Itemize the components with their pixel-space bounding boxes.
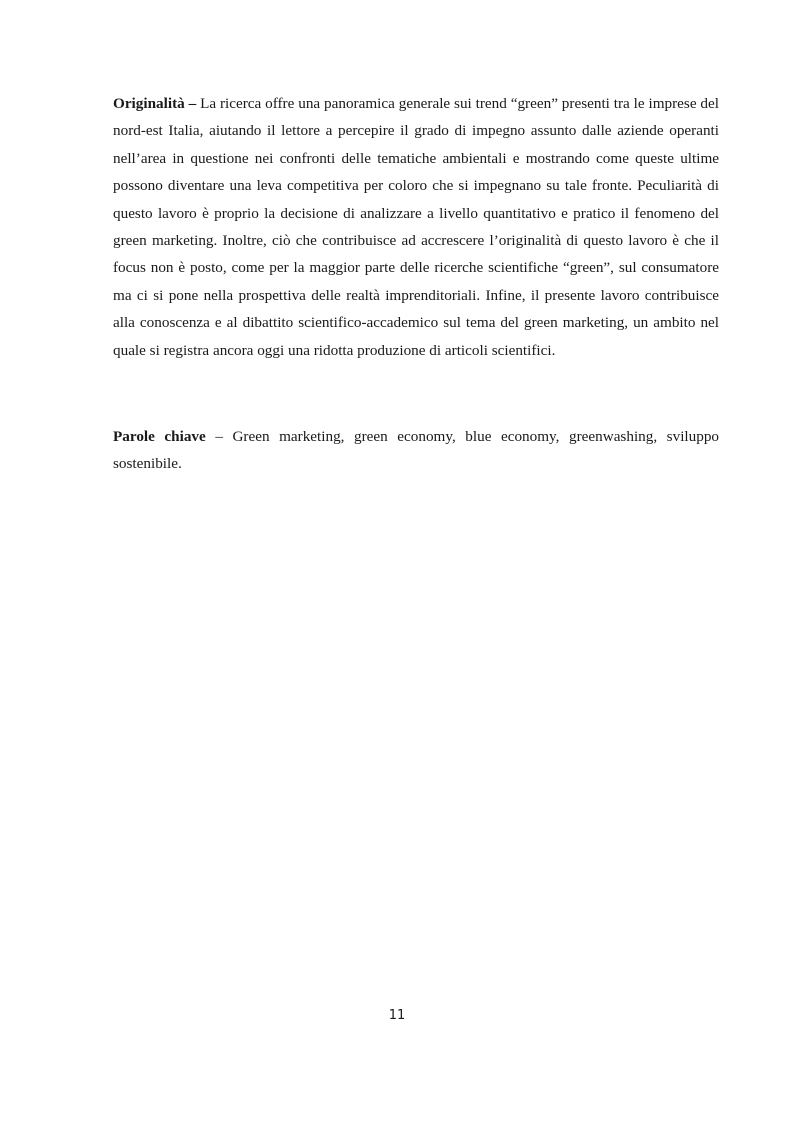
originality-paragraph (113, 90, 719, 364)
keywords-heading: Parole chiave (113, 428, 206, 445)
page-number: 11 (388, 1008, 406, 1023)
keywords-text: – Green marketing, green economy, blue economy, greenwashing, sviluppo sostenibile. (113, 428, 720, 473)
originality-text: La ricerca offre una panoramica generale sui trend “green” presenti tra le imprese del nord-est Italia, aiutando il lettore a percepire il grado di impegno assunto dalle aziende operanti nell’area in questione nei confronti delle tematiche ambientali e mostrando come queste ultime possono diventare una leva competitiva per coloro che si impegnano su tale fronte. Peculiarità di questo lavoro è proprio la decisione di analizzare a livello quantitativo e pratico il fenomeno del green marketing. Inoltre, ciò che contribuisce ad accrescere l’originalità di questo lavoro è che il focus non è posto, come per la maggior parte delle ricerche scientifiche “green”, sul consumatore ma ci si pone nella prospettiva delle realtà imprenditoriali. Infine, il presente lavoro contribuisce alla conoscenza e al dibattito scientifico-accademico sul tema del green marketing, un ambito nel quale si registra ancora oggi una ridotta produzione di articoli scientifici. (113, 95, 719, 359)
originality-heading: Originalità – (113, 95, 197, 112)
keywords-paragraph (113, 423, 719, 478)
